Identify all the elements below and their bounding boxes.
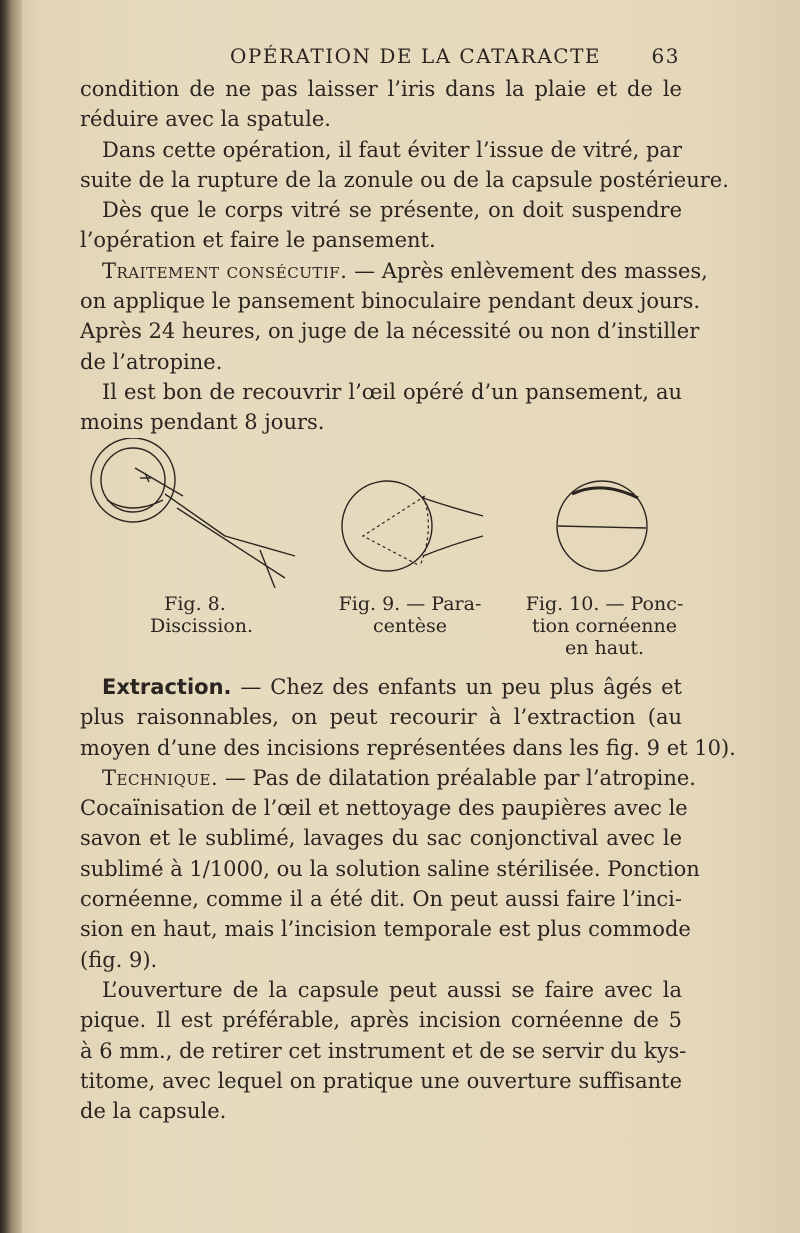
text-line: savon et le sublimé, lavages du sac conjonctival avec le xyxy=(80,826,682,851)
figure-8-caption: Fig. 8. Discission. xyxy=(150,593,254,637)
text-line: sion en haut, mais l’incision temporale est plus commode xyxy=(80,917,691,942)
text-line: Après 24 heures, on juge de la nécessité ou non d’instiller xyxy=(80,319,700,344)
text-line: Technique. — Pas de dilatation préalable par l’atropine. xyxy=(102,765,696,790)
text-line: l’opération et faire le pansement. xyxy=(80,228,436,253)
text-line: sublimé à 1/1000, ou la solution saline stérilisée. Ponction xyxy=(80,856,700,881)
running-header xyxy=(80,44,680,72)
figure-10-caption: Fig. 10. — Ponc- tion cornéenne en haut. xyxy=(525,593,684,659)
text-line: plus raisonnables, on peut recourir à l’extraction (au xyxy=(80,705,682,730)
text-line: moins pendant 8 jours. xyxy=(80,410,325,435)
text-block-extraction xyxy=(80,672,736,1126)
run-in-heading: Technique. xyxy=(102,765,219,790)
figure-10-ponction-illustration xyxy=(550,478,660,578)
run-in-heading: Traitement consécutif. xyxy=(102,258,348,283)
figure-8-discission-illustration xyxy=(85,438,310,588)
text-line: suite de la rupture de la zonule ou de la capsule postérieure. xyxy=(80,167,729,192)
text-line: Cocaïnisation de l’œil et nettoyage des paupières avec le xyxy=(80,796,688,821)
text-line: Dans cette opération, il faut éviter l’issue de vitré, par xyxy=(102,137,682,162)
text-line: pique. Il est préférable, après incision cornéenne de 5 xyxy=(80,1008,682,1033)
text-line: Extraction. — Chez des enfants un peu plus âgés et xyxy=(102,675,682,699)
text-line: Il est bon de recouvrir l’œil opéré d’un pansement, au xyxy=(102,379,682,404)
text-line: condition de ne pas laisser l’iris dans la plaie et de le xyxy=(80,77,682,101)
text-line: moyen d’une des incisions représentées dans les fig. 9 et 10). xyxy=(80,735,736,760)
running-title: OPÉRATION DE LA CATARACTE xyxy=(230,44,602,68)
text-line: de l’atropine. xyxy=(80,349,223,374)
text-line: L’ouverture de la capsule peut aussi se faire avec la xyxy=(102,977,682,1002)
book-binding-edge xyxy=(0,0,22,1233)
text-line: on applique le pansement binoculaire pendant deux jours. xyxy=(80,289,701,314)
text-line: cornéenne, comme il a été dit. On peut aussi faire l’inci- xyxy=(80,887,682,912)
text-line: titome, avec lequel on pratique une ouverture suffisante xyxy=(80,1068,682,1093)
text-line: de la capsule. xyxy=(80,1099,227,1124)
text-block-top xyxy=(80,74,729,438)
section-heading: Extraction. xyxy=(102,675,232,699)
text-line: Dès que le corps vitré se présente, on doit suspendre xyxy=(102,198,682,223)
text-line: à 6 mm., de retirer cet instrument et de se servir du kys- xyxy=(80,1038,687,1063)
text-line: réduire avec la spatule. xyxy=(80,107,331,132)
figure-9-paracentese-illustration xyxy=(335,478,485,578)
text-line: (fig. 9). xyxy=(80,947,158,972)
figure-9-caption: Fig. 9. — Para- centèse xyxy=(338,593,482,637)
text-line: Traitement consécutif. — Après enlèvement des masses, xyxy=(102,258,708,283)
page-number: 63 xyxy=(651,44,680,68)
